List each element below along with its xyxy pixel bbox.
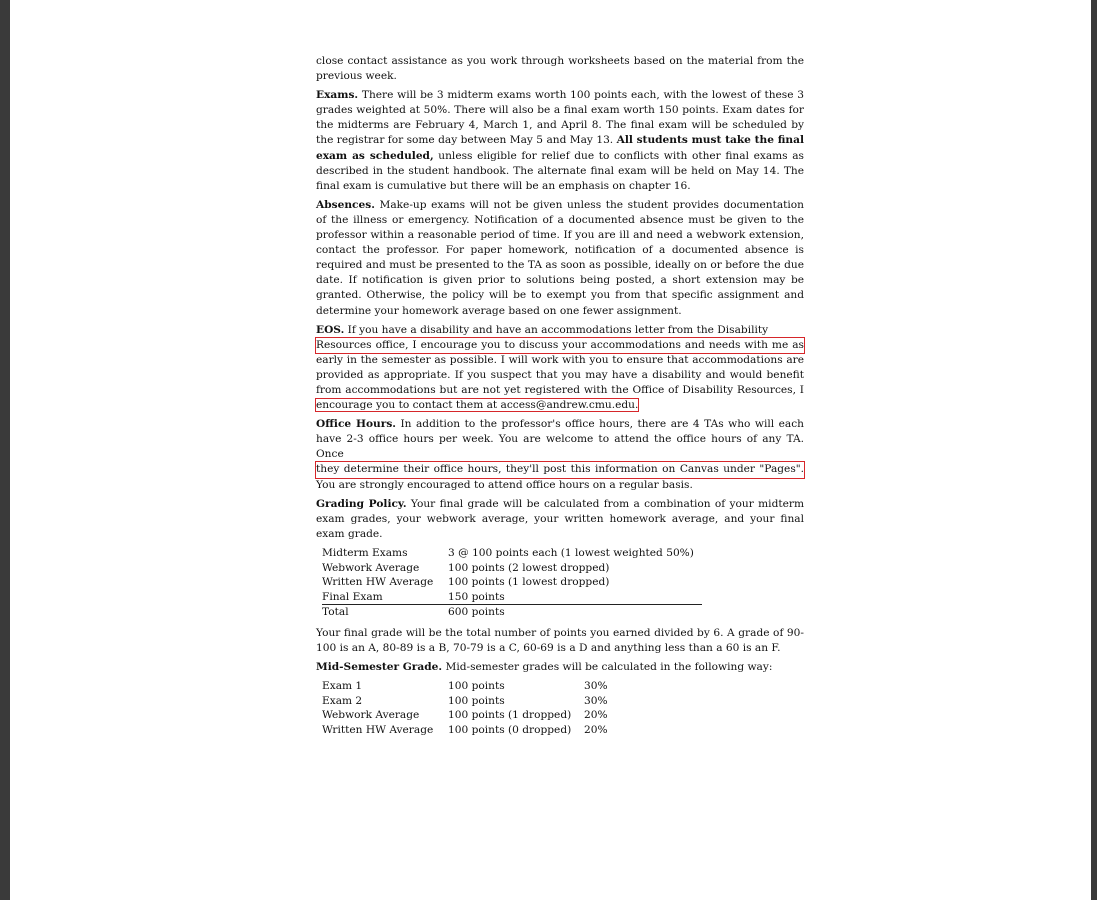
absences-heading: Absences. bbox=[316, 198, 375, 211]
eos-highlight-contact: encourage you to contact them at access@andrew.cmu.edu. bbox=[316, 399, 639, 412]
eos-middle: early in the semester as possible. I will work with you to ensure that accommodations are provided as appropriate. If you suspect that you may have a disability and would benefit from accommodations but are not yet registered with the Office of Disability Resources, I bbox=[316, 353, 804, 396]
table-row: Final Exam 150 points bbox=[322, 590, 702, 605]
midsemester-paragraph bbox=[316, 660, 804, 675]
office-hours-paragraph bbox=[316, 417, 804, 492]
office-hours-tail: You are strongly encouraged to attend office hours on a regular basis. bbox=[316, 478, 693, 491]
table-row: Written HW Average 100 points (0 dropped) 20% bbox=[322, 723, 608, 736]
absences-paragraph bbox=[316, 198, 804, 319]
office-hours-body: In addition to the professor's office hours, there are 4 TAs who will each have 2-3 office hours per week. You are welcome to attend the office hours of any TA. Once bbox=[316, 418, 804, 461]
absences-body: Make-up exams will not be given unless the student provides documentation of the illness or emergency. Notification of a documented absence must be given to the professor within a reasonable period of time. If you are ill and need a webwork extension, contact the professor. For paper homework, notification of a documented absence is required and must be presented to the TA as soon as possible, ideally on or before the due date. If notification is given prior to solutions being posted, a short extension may be granted. Otherwise, the policy will be to exempt you from that specific assignment and determine your homework average based on one fewer assignment. bbox=[316, 198, 804, 317]
office-hours-highlight-canvas: they determine their office hours, they'll post this information on Canvas under "Pages". bbox=[316, 462, 804, 477]
eos-line1: If you have a disability and have an accommodations letter from the Disability bbox=[347, 323, 769, 336]
eos-heading: EOS. bbox=[316, 323, 345, 336]
exams-heading: Exams. bbox=[316, 89, 359, 102]
eos-paragraph bbox=[316, 323, 804, 414]
exams-paragraph bbox=[316, 88, 804, 194]
table-row: Webwork Average 100 points (2 lowest dropped) bbox=[322, 561, 610, 574]
eos-highlight-accommodations: Resources office, I encourage you to discuss your accommodations and needs with me as bbox=[316, 338, 804, 353]
midsemester-heading: Mid-Semester Grade. bbox=[316, 661, 443, 674]
grading-paragraph bbox=[316, 497, 804, 542]
exams-body: There will be 3 midterm exams worth 100 points each, with the lowest of these 3 grades weighted at 50%. There will also be a final exam worth 150 points. Exam dates for the midterms are February 4, March 1, and April 8. The final exam will be scheduled by the registrar for some day between May 5 and May 13. bbox=[316, 89, 804, 147]
viewer-scrollbar-track[interactable] bbox=[1091, 0, 1097, 900]
table-row: Exam 2 100 points 30% bbox=[322, 694, 608, 707]
exams-bold-sentence: All students must take the final exam as scheduled, bbox=[316, 134, 805, 162]
intro-paragraph: close contact assistance as you work through worksheets based on the material from the previous week. bbox=[316, 55, 804, 83]
grading-heading: Grading Policy. bbox=[316, 497, 407, 510]
table-row: Midterm Exams 3 @ 100 points each (1 lowest weighted 50%) bbox=[322, 546, 694, 559]
midsemester-table bbox=[322, 679, 616, 737]
midsemester-body: Mid-semester grades will be calculated in the following way: bbox=[445, 661, 773, 674]
grading-body: Your final grade will be calculated from a combination of your midterm exam grades, your webwork average, your written homework average, and your final exam grade. bbox=[316, 497, 804, 540]
exams-tail: unless eligible for relief due to conflicts with other final exams as described in the student handbook. The alternate final exam will be held on May 14. The final exam is cumulative but there will be an emphasis on chapter 16. bbox=[316, 149, 804, 192]
table-row: Written HW Average 100 points (1 lowest dropped) bbox=[322, 576, 610, 589]
viewer-left-border bbox=[0, 0, 10, 900]
grade-scale-paragraph: Your final grade will be the total number of points you earned divided by 6. A grade of 90-100 is an A, 80-89 is a B, 70-79 is a C, 60-69 is a D and anything less than a 60 is an F. bbox=[316, 626, 804, 654]
grading-table bbox=[322, 546, 702, 620]
table-row-total: Total 600 points bbox=[322, 606, 505, 619]
table-row: Exam 1 100 points 30% bbox=[322, 680, 608, 693]
table-row: Webwork Average 100 points (1 dropped) 20% bbox=[322, 709, 608, 722]
office-hours-heading: Office Hours. bbox=[316, 418, 396, 431]
document-page bbox=[316, 54, 804, 744]
